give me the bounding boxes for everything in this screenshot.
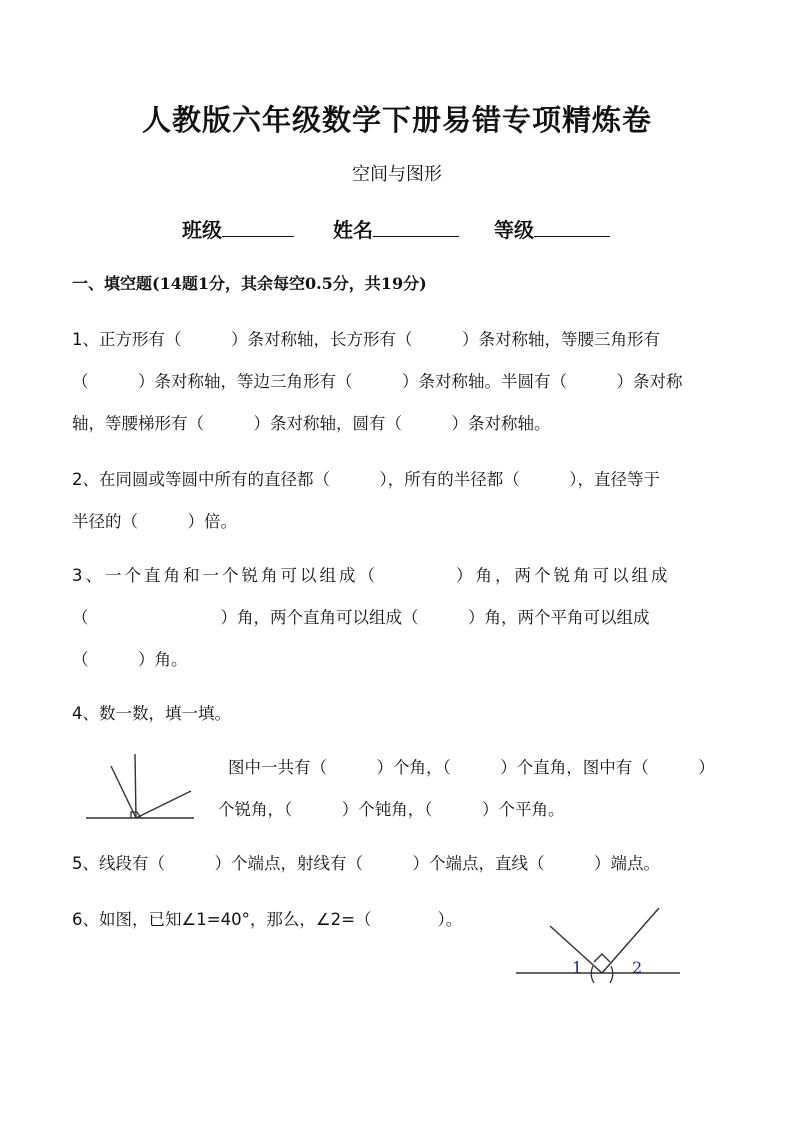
q2-line1: 2、在同圆或等圆中所有的直径都（ ），所有的半径都（ ），直径等于 (72, 470, 660, 489)
q4-line2: 图中一共有（ ）个角，（ ）个直角，图中有（ ） (228, 758, 715, 777)
q1-line2: （ ）条对称轴，等边三角形有（ ）条对称轴。半圆有（ ）条对称 (72, 372, 683, 391)
q3-line1: 3、一个直角和一个锐角可以组成（ ）角，两个锐角可以组成 (72, 566, 671, 585)
class-field (182, 214, 294, 243)
q1-line1: 1、正方形有（ ）条对称轴，长方形有（ ）条对称轴，等腰三角形有 (72, 330, 660, 349)
angles-ray-3 (136, 791, 191, 818)
angle-figure-q6 (510, 900, 685, 985)
angles-ray-2 (135, 754, 136, 818)
name-blank[interactable] (373, 216, 459, 237)
angle2-label: 2 (632, 958, 643, 977)
angle1-arc (591, 966, 594, 983)
angles-ray-1 (111, 766, 136, 818)
q5-line1: 5、线段有（ ）个端点，射线有（ ）个端点，直线（ ）端点。 (72, 854, 660, 873)
name-field-label: 姓名 (333, 218, 373, 242)
q3-line3: （ ）角。 (72, 650, 188, 669)
q4-line1: 4、数一数，填一填。 (72, 704, 231, 723)
q6-right-angle-mark (594, 954, 610, 962)
q2-line2: 半径的（ ）倍。 (72, 512, 237, 531)
page-subtitle: 空间与图形 (352, 164, 442, 185)
q6-ray-right (602, 908, 659, 973)
class-blank[interactable] (222, 216, 294, 237)
angle2-arc (610, 966, 613, 983)
angle1-label: 1 (572, 958, 583, 977)
q3-line2: （ ）角，两个直角可以组成（ ）角，两个平角可以组成 (72, 608, 650, 627)
grade-field-label: 等级 (494, 218, 534, 242)
q6-line1: 6、如图，已知∠1=40°，那么，∠2=（ ）。 (72, 910, 463, 929)
class-field-label: 班级 (182, 218, 222, 242)
grade-blank[interactable] (534, 216, 610, 237)
name-field (333, 214, 459, 243)
q1-line3: 轴，等腰梯形有（ ）条对称轴，圆有（ ）条对称轴。 (72, 414, 551, 433)
angles-figure (80, 750, 200, 824)
q4-line3: 个锐角，（ ）个钝角，（ ）个平角。 (218, 800, 565, 819)
section-heading: 一、填空题(14题1分，其余每空0.5分，共19分) (72, 274, 427, 293)
page-title: 人教版六年级数学下册易错专项精炼卷 (141, 103, 652, 137)
grade-field (494, 214, 610, 243)
